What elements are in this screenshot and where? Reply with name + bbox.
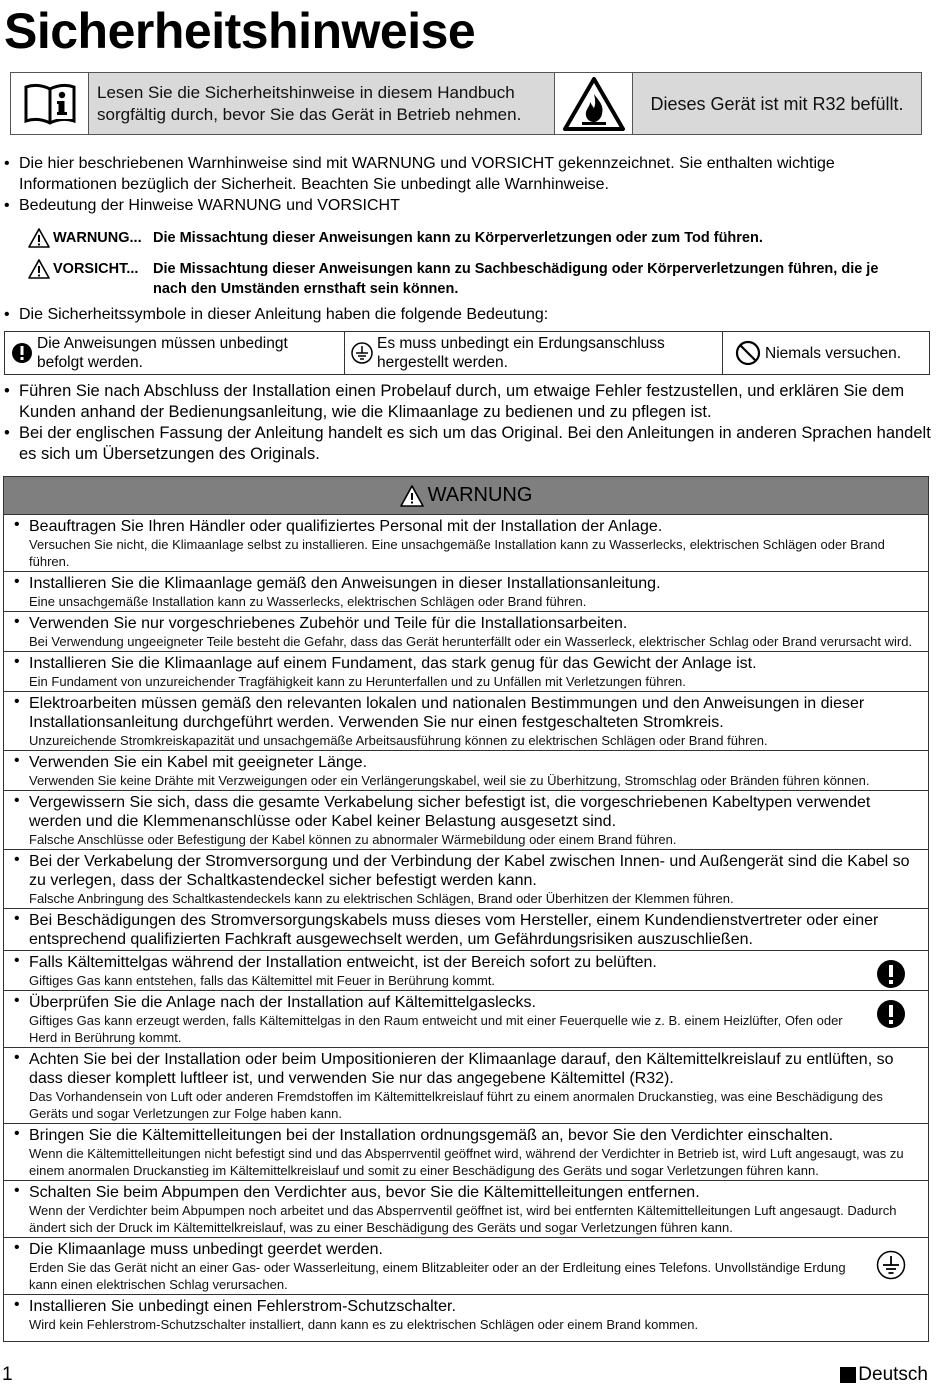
warning-item-title: • Bei der Verkabelung der Stromversorgung und der Verbindung der Kabel zwischen Innen- und Außengerät sind die Kabel so zu verlegen, dass der Schaltkastendeckel sicher befestigt werden kann.	[29, 853, 910, 889]
warning-keyword: WARNUNG...	[53, 230, 142, 246]
intro-bullet-3: • Die Sicherheitssymbole in dieser Anleitung haben die folgende Bedeutung:	[4, 304, 934, 325]
must-icon	[11, 342, 33, 364]
must-icon	[876, 999, 906, 1034]
page-number: 1	[2, 1364, 13, 1385]
warning-item	[4, 751, 928, 791]
warning-item	[4, 1048, 928, 1124]
caution-triangle-icon	[28, 259, 50, 299]
warning-item	[4, 652, 928, 692]
after-section	[4, 381, 934, 465]
warning-item-detail: Giftiges Gas kann erzeugt werden, falls Kältemittelgas in den Raum entweicht und mit einer Feuerquelle wie z. B. einem Heizlüfter, Ofen oder Herd in Berührung kommt.	[29, 1013, 843, 1045]
symbol-ground	[345, 332, 723, 374]
warning-item	[4, 1181, 928, 1238]
warning-item-title: • Überprüfen Sie die Anlage nach der Installation auf Kältemittelgaslecks.	[29, 994, 536, 1011]
ground-icon	[876, 1250, 906, 1285]
warning-item-title: • Elektroarbeiten müssen gemäß den relevanten lokalen und nationalen Bestimmungen und den Anweisungen in dieser Installationsanleitung durchgeführt werden. Verwenden Sie nur einen festgeschalteten Stromkreis.	[29, 695, 865, 731]
warning-item-title: • Bringen Sie die Kältemittelleitungen bei der Installation ordnungsgemäß an, bevor Sie den Verdichter einschalten.	[29, 1127, 834, 1144]
warning-header	[4, 477, 928, 515]
warning-item-detail: Eine unsachgemäße Installation kann zu Wasserlecks, elektrischen Schlägen oder Brand führen.	[29, 594, 587, 609]
warning-item-title: • Bei Beschädigungen des Stromversorgungskabels muss dieses vom Hersteller, einem Kundendienstvertreter oder einer entsprechend qualifizierten Fachkraft ausgewechselt werden, um Gefährdungsrisiken auszuschließen.	[29, 912, 879, 948]
warning-item-detail: Das Vorhandensein von Luft oder anderen Fremdstoffen im Kältemittelkreislauf führt zu einem anormalen Druckanstieg, was eine Beschädigung des Geräts und sogar Verletzungen zur Folge haben kann.	[29, 1089, 883, 1121]
warning-item-title: • Installieren Sie unbedingt einen Fehlerstrom-Schutzschalter.	[29, 1298, 456, 1315]
warning-box	[3, 476, 929, 1342]
warning-item-title: • Verwenden Sie nur vorgeschriebenes Zubehör und Teile für die Installationsarbeiten.	[29, 615, 628, 632]
warning-item	[4, 1295, 928, 1334]
symbols-intro	[4, 304, 934, 325]
language-text: Deutsch	[858, 1364, 928, 1385]
symbol-legend-table	[4, 331, 930, 375]
warning-item	[4, 1238, 928, 1295]
warning-item-title: • Installieren Sie die Klimaanlage gemäß den Anweisungen in dieser Installationsanleitung.	[29, 575, 661, 592]
warning-item-detail: Wenn der Verdichter beim Abpumpen noch arbeitet und das Absperrventil geöffnet ist, wird bei entfernten Kältemittelleitungen Luft angesaugt. Dadurch ändert sich der Druck im Kältemittelkreislauf, was zu einer Beschädigung des Geräts und sogar Verletzungen führen kann.	[29, 1203, 897, 1235]
warning-item-title: • Beauftragen Sie Ihren Händler oder qualifiziertes Personal mit der Installation der Anlage.	[29, 518, 663, 535]
warning-triangle-icon	[28, 228, 50, 254]
symbol-never-text: Niemals versuchen.	[765, 344, 902, 362]
warning-item-detail: Wenn die Kältemittelleitungen nicht befestigt sind und das Absperrventil geöffnet wird, während der Verdichter in Betrieb ist, wird Luft angesaugt, was zu einem anormalen Druckanstieg im Kältemittelkreislauf und somit zu einer Beschädigung des Geräts und sogar Verletzungen führen kann.	[29, 1146, 904, 1178]
after-bullet-1: • Führen Sie nach Abschluss der Installation einen Probelauf durch, um etwaige Fehler festzustellen, und erklären Sie dem Kunden anhand der Bedienungsanleitung, wie die Klimaanlage zu bedienen und zu pflegen ist.	[4, 381, 934, 423]
symbol-ground-text: Es muss unbedingt ein Erdungsanschluss hergestellt werden.	[377, 335, 665, 371]
warning-item	[4, 692, 928, 751]
symbol-must	[5, 332, 345, 374]
warning-item-detail: Ein Fundament von unzureichender Tragfähigkeit kann zu Herunterfallen und zu Unfällen mit Verletzungen führen.	[29, 674, 686, 689]
warning-notice	[28, 228, 763, 254]
warning-items	[4, 515, 928, 1334]
warning-item-detail: Wird kein Fehlerstrom-Schutzschalter installiert, dann kann es zu elektrischen Schlägen oder einem Brand kommen.	[29, 1317, 699, 1332]
prohibited-icon	[735, 340, 761, 366]
warning-description: Die Missachtung dieser Anweisungen kann zu Körperverletzungen oder zum Tod führen.	[153, 230, 763, 246]
warning-item	[4, 909, 928, 951]
manual-info-icon	[11, 73, 89, 134]
warning-item	[4, 791, 928, 850]
intro-bullet-1: • Die hier beschriebenen Warnhinweise sind mit WARNUNG und VORSICHT gekennzeichnet. Sie enthalten wichtige Informationen bezüglich der Sicherheit. Beachten Sie unbedingt alle Warnhinweise.	[4, 153, 934, 195]
warning-item	[4, 850, 928, 909]
warning-item	[4, 1124, 928, 1181]
warning-item-title: • Schalten Sie beim Abpumpen den Verdichter aus, bevor Sie die Kältemittelleitungen entfernen.	[29, 1184, 700, 1201]
warning-item	[4, 991, 928, 1048]
warning-header-text: WARNUNG	[427, 484, 533, 506]
warning-item-detail: Falsche Anbringung des Schaltkastendeckels kann zu elektrischen Schlägen, Brand oder Überhitzen der Klemmen führen.	[29, 891, 734, 906]
intro-bullet-2: • Bedeutung der Hinweise WARNUNG und VORSICHT	[4, 195, 934, 216]
flammable-warning-icon	[555, 73, 633, 134]
warning-item-detail: Erden Sie das Gerät nicht an einer Gas- oder Wasserleitung, einem Blitzableiter oder an der Erdleitung eines Telefons. Unvollständige Erdung kann einen elektrischen Schlag verursachen.	[29, 1260, 846, 1292]
warning-item-detail: Falsche Anschlüsse oder Befestigung der Kabel können zu abnormaler Wärmebildung oder einem Brand führen.	[29, 832, 677, 847]
warning-item-title: • Installieren Sie die Klimaanlage auf einem Fundament, das stark genug für das Gewicht der Anlage ist.	[29, 655, 757, 672]
caution-notice	[28, 259, 918, 299]
warning-item	[4, 515, 928, 572]
warning-item-detail: Giftiges Gas kann entstehen, falls das Kältemittel mit Feuer in Berührung kommt.	[29, 973, 496, 988]
warning-item	[4, 951, 928, 991]
after-bullet-2: • Bei der englischen Fassung der Anleitung handelt es sich um das Original. Bei den Anleitungen in anderen Sprachen handelt es sich um Übersetzungen des Originals.	[4, 423, 934, 465]
language-square-icon	[840, 1367, 856, 1383]
warning-triangle-icon	[400, 485, 424, 507]
warning-item-detail: Unzureichende Stromkreiskapazität und unsachgemäße Arbeitsausführung können zu elektrischen Schlägen oder Brand führen.	[29, 733, 768, 748]
warning-item-title: • Achten Sie bei der Installation oder beim Umpositionieren der Klimaanlage darauf, den Kältemittelkreislauf zu entlüften, so dass dieser komplett luftleer ist, und verwenden Sie nur das angegebene Kältemittel (R32).	[29, 1051, 894, 1087]
caution-keyword: VORSICHT...	[53, 261, 139, 277]
safety-banner	[10, 72, 922, 135]
language-label	[840, 1364, 928, 1386]
warning-item-title: • Verwenden Sie ein Kabel mit geeigneter Länge.	[29, 754, 368, 771]
warning-item	[4, 572, 928, 612]
r32-refrigerant-text: Dieses Gerät ist mit R32 befüllt.	[650, 93, 904, 114]
warning-item-detail: Versuchen Sie nicht, die Klimaanlage selbst zu installieren. Eine unsachgemäße Installation kann zu Wasserlecks, elektrischen Schlägen oder Brand führen.	[29, 537, 885, 569]
page-title: Sicherheitshinweise	[4, 3, 476, 59]
warning-item-title: • Die Klimaanlage muss unbedingt geerdet werden.	[29, 1241, 383, 1258]
warning-item	[4, 612, 928, 652]
ground-icon	[351, 342, 373, 364]
warning-item-detail: Verwenden Sie keine Drähte mit Verzweigungen oder ein Verlängerungskabel, weil sie zu Überhitzung, Stromschlag oder Bränden führen können.	[29, 773, 870, 788]
warning-item-detail: Bei Verwendung ungeeigneter Teile besteht die Gefahr, dass das Gerät herunterfällt oder ein Wasserleck, elektrischer Schlag oder Brand verursacht wird.	[29, 634, 913, 649]
symbol-never	[723, 332, 929, 374]
caution-description: Die Missachtung dieser Anweisungen kann zu Sachbeschädigung oder Körperverletzungen führen, die je nach den Umständen ernsthaft sein können.	[153, 261, 879, 297]
warning-item-title: • Vergewissern Sie sich, dass die gesamte Verkabelung sicher befestigt ist, die vorgeschriebenen Kabeltypen verwendet werden und die Klemmenanschlüsse oder Kabel keiner Belastung ausgesetzt sind.	[29, 794, 871, 830]
symbol-must-text: Die Anweisungen müssen unbedingt befolgt werden.	[37, 335, 288, 371]
must-icon	[876, 959, 906, 994]
read-instructions-text: Lesen Sie die Sicherheitshinweise in diesem Handbuch sorgfältig durch, bevor Sie das Gerät in Betrieb nehmen.	[89, 73, 555, 134]
warning-item-title: • Falls Kältemittelgas während der Installation entweicht, ist der Bereich sofort zu belüften.	[29, 954, 657, 971]
intro-section	[4, 153, 934, 216]
